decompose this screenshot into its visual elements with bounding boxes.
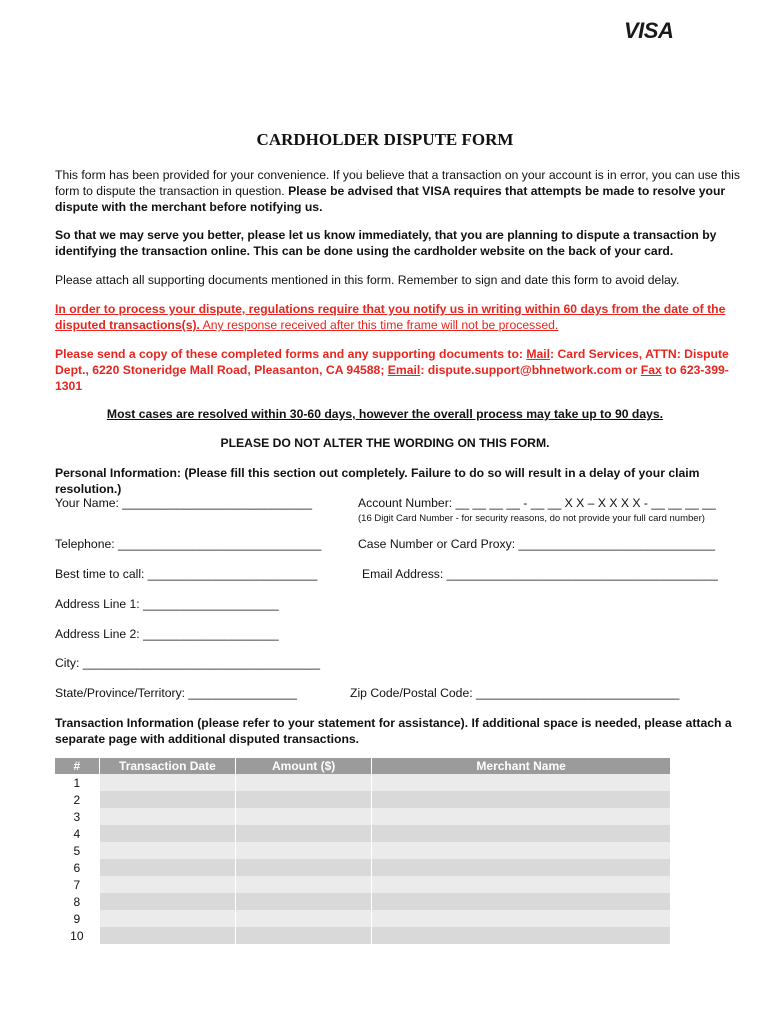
merchant-name-cell[interactable]: [372, 825, 671, 842]
header-number: #: [55, 758, 99, 774]
transaction-date-cell[interactable]: [99, 927, 235, 944]
transaction-table: [55, 758, 671, 944]
best-time-field[interactable]: Best time to call: _________________________: [55, 567, 318, 581]
row-number: 8: [55, 893, 99, 910]
regulation-normal-text: Any response received after this time frame will not be processed.: [199, 318, 559, 332]
transaction-date-cell[interactable]: [99, 791, 235, 808]
row-number: 7: [55, 876, 99, 893]
table-row: [55, 910, 671, 927]
amount-cell[interactable]: [236, 927, 372, 944]
row-number: 3: [55, 808, 99, 825]
row-number: 5: [55, 842, 99, 859]
row-number: 10: [55, 927, 99, 944]
amount-cell[interactable]: [236, 842, 372, 859]
transaction-date-cell[interactable]: [99, 910, 235, 927]
amount-cell[interactable]: [236, 774, 372, 791]
merchant-name-cell[interactable]: [372, 791, 671, 808]
amount-cell[interactable]: [236, 791, 372, 808]
transaction-date-cell[interactable]: [99, 876, 235, 893]
table-row: [55, 842, 671, 859]
regulation-paragraph: [55, 301, 745, 333]
table-row: [55, 893, 671, 910]
intro-bold-text: Please be advised that VISA requires that attempts be made to resolve your dispute with the merchant before notifying us.: [55, 184, 726, 214]
row-number: 6: [55, 859, 99, 876]
mail-label: Mail: [526, 347, 551, 361]
merchant-name-cell[interactable]: [372, 808, 671, 825]
address-line-2-field[interactable]: Address Line 2: ____________________: [55, 627, 279, 641]
header-transaction-date: Transaction Date: [99, 758, 235, 774]
row-number: 4: [55, 825, 99, 842]
serve-paragraph: So that we may serve you better, please let us know immediately, that you are planning to dispute a transaction by identifying the transaction online. This can be done using the cardholder website on the back of your card.: [55, 228, 717, 258]
intro-paragraph: [55, 167, 745, 215]
amount-cell[interactable]: [236, 893, 372, 910]
table-row: [55, 791, 671, 808]
send-text-1: Please send a copy of these completed forms and any supporting documents to:: [55, 347, 527, 361]
transaction-table-body: [55, 774, 671, 944]
transaction-date-cell[interactable]: [99, 842, 235, 859]
resolved-text: Most cases are resolved within 30-60 days, however the overall process may take up to 90 days.: [106, 407, 664, 421]
merchant-name-cell[interactable]: [372, 859, 671, 876]
do-not-alter-notice: PLEASE DO NOT ALTER THE WORDING ON THIS FORM.: [220, 436, 550, 450]
state-field[interactable]: State/Province/Territory: ________________: [55, 686, 297, 700]
header-amount: Amount ($): [236, 758, 372, 774]
city-field[interactable]: City: ___________________________________: [55, 656, 320, 670]
regulation-bold-text: In order to process your dispute, regulations require that you notify us in writing within 60 days from the date of the disputed transactions(s).: [55, 302, 726, 332]
table-row: [55, 876, 671, 893]
send-paragraph: [55, 346, 745, 394]
resolved-notice: [0, 406, 770, 422]
send-text-3: : dispute.support@bhnetwork.com or: [420, 363, 641, 377]
header-merchant-name: Merchant Name: [372, 758, 671, 774]
transaction-date-cell[interactable]: [99, 893, 235, 910]
row-number: 2: [55, 791, 99, 808]
your-name-field[interactable]: Your Name: ____________________________: [55, 496, 313, 510]
row-number: 1: [55, 774, 99, 791]
account-number-field[interactable]: Account Number: __ __ __ __ - __ __ X X – X X X X - __ __ __ __: [358, 496, 716, 510]
fax-label: Fax: [640, 363, 662, 377]
table-row: [55, 774, 671, 791]
merchant-name-cell[interactable]: [372, 910, 671, 927]
table-row: [55, 825, 671, 842]
transaction-date-cell[interactable]: [99, 825, 235, 842]
merchant-name-cell[interactable]: [372, 876, 671, 893]
amount-cell[interactable]: [236, 859, 372, 876]
email-address-field[interactable]: Email Address: ________________________________________: [362, 567, 718, 581]
merchant-name-cell[interactable]: [372, 774, 671, 791]
amount-cell[interactable]: [236, 808, 372, 825]
account-number-note: (16 Digit Card Number - for security reasons, do not provide your full card number): [358, 513, 705, 524]
send-text-4: to 623-399-1301: [55, 363, 729, 393]
amount-cell[interactable]: [236, 825, 372, 842]
transaction-date-cell[interactable]: [99, 774, 235, 791]
page-title: CARDHOLDER DISPUTE FORM: [256, 130, 514, 149]
table-row: [55, 808, 671, 825]
amount-cell[interactable]: [236, 876, 372, 893]
row-number: 9: [55, 910, 99, 927]
address-line-1-field[interactable]: Address Line 1: ____________________: [55, 597, 279, 611]
merchant-name-cell[interactable]: [372, 893, 671, 910]
attach-paragraph: Please attach all supporting documents mentioned in this form. Remember to sign and date this form to avoid delay.: [55, 273, 680, 287]
table-header-row: [55, 758, 671, 774]
table-row: [55, 859, 671, 876]
merchant-name-cell[interactable]: [372, 842, 671, 859]
merchant-name-cell[interactable]: [372, 927, 671, 944]
table-row: [55, 927, 671, 944]
transaction-date-cell[interactable]: [99, 808, 235, 825]
zip-code-field[interactable]: Zip Code/Postal Code: ______________________________: [350, 686, 680, 700]
amount-cell[interactable]: [236, 910, 372, 927]
intro-text: This form has been provided for your convenience. If you believe that a transaction on your account is in error, you can use this form to dispute the transaction in question.: [55, 168, 740, 198]
transaction-info-heading: Transaction Information (please refer to your statement for assistance). If additional space is needed, please attach a separate page with additional disputed transactions.: [55, 716, 732, 746]
personal-info-heading: Personal Information: (Please fill this section out completely. Failure to do so will result in a delay of your claim resolution.): [55, 466, 700, 496]
telephone-field[interactable]: Telephone: ______________________________: [55, 537, 322, 551]
visa-logo: VISA: [624, 18, 674, 43]
case-number-field[interactable]: Case Number or Card Proxy: _____________________________: [358, 537, 716, 551]
email-label: Email: [387, 363, 421, 377]
send-text-2: : Card Services, ATTN: Dispute Dept., 6220 Stoneridge Mall Road, Pleasanton, CA 94588;: [55, 347, 729, 377]
transaction-date-cell[interactable]: [99, 859, 235, 876]
